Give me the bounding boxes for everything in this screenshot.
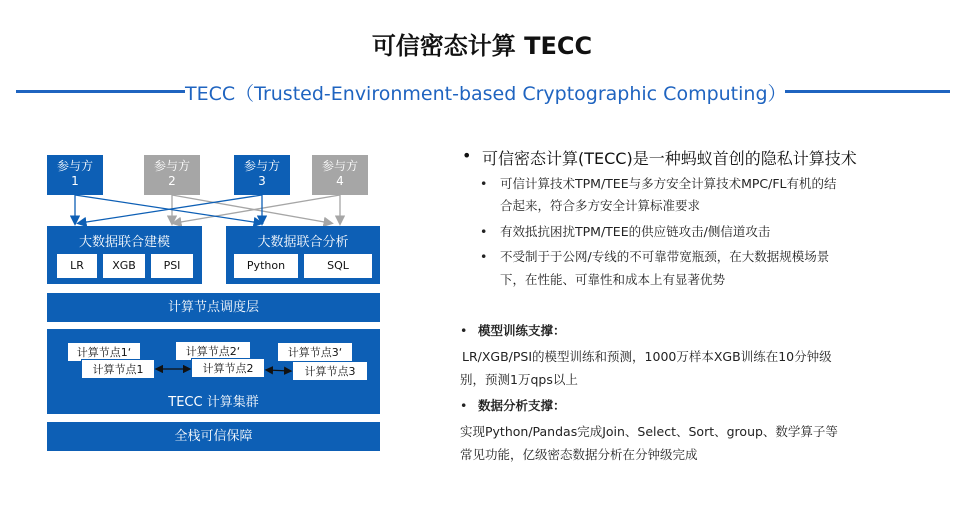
compute-node-2: 计算节点2 bbox=[191, 358, 265, 378]
joint-modeling-panel bbox=[47, 226, 202, 284]
party-3-label: 参与方 bbox=[243, 159, 280, 173]
sub-bullet-dot-3: • bbox=[480, 249, 488, 264]
joint-modeling-title: 大数据联合建模 bbox=[78, 235, 170, 250]
scheduling-layer: 计算节点调度层 bbox=[47, 293, 380, 322]
party-2-num: 2 bbox=[168, 174, 176, 188]
main-bullet-text: 可信密态计算(TECC)是一种蚂蚁首创的隐私计算技术 bbox=[482, 149, 857, 168]
analysis-line1: 实现Python/Pandas完成Join、Select、Sort、group、数学算子等 bbox=[460, 424, 838, 439]
page-title: 可信密态计算 TECC bbox=[371, 32, 593, 60]
compute-node-1-prime: 计算节点1‘ bbox=[67, 342, 141, 362]
party-4-num: 4 bbox=[336, 174, 344, 188]
party-4-label: 参与方 bbox=[321, 159, 358, 173]
compute-node-1: 计算节点1 bbox=[81, 359, 155, 379]
chip-sql: SQL bbox=[304, 254, 372, 278]
analysis-dot: • bbox=[460, 398, 468, 413]
training-dot: • bbox=[460, 323, 468, 338]
chip-lr: LR bbox=[57, 254, 97, 278]
title-rule-right bbox=[782, 90, 950, 93]
joint-analysis-panel bbox=[226, 226, 380, 284]
cluster-label: TECC 计算集群 bbox=[168, 395, 259, 410]
compute-node-3: 计算节点3 bbox=[292, 361, 368, 381]
sub-bullet-2-line1: 有效抵抗困扰TPM/TEE的供应链攻击/侧信道攻击 bbox=[500, 224, 771, 239]
trust-layer: 全栈可信保障 bbox=[47, 422, 380, 451]
arrow-p4-model bbox=[175, 195, 340, 223]
training-heading: 模型训练支撑： bbox=[478, 323, 566, 338]
compute-node-2-prime: 计算节点2‘ bbox=[175, 341, 251, 361]
training-line2: 别，预测1万qps以上 bbox=[460, 372, 578, 387]
sub-bullet-1-line1: 可信计算技术TPM/TEE与多方安全计算技术MPC/FL有机的结 bbox=[500, 176, 837, 191]
party-arrows bbox=[0, 0, 400, 240]
joint-analysis-title: 大数据联合分析 bbox=[257, 235, 349, 250]
sub-bullet-3-line2: 下，在性能、可靠性和成本上有显著优势 bbox=[500, 272, 726, 287]
party-2-label: 参与方 bbox=[153, 159, 190, 173]
chip-xgb: XGB bbox=[103, 254, 145, 278]
link-node2-node3 bbox=[267, 370, 290, 371]
party-3-num: 3 bbox=[258, 174, 266, 188]
compute-node-3-prime: 计算节点3‘ bbox=[277, 342, 353, 362]
main-bullet-dot: • bbox=[462, 146, 472, 165]
tecc-cluster-panel bbox=[47, 329, 380, 414]
party-1-label: 参与方 bbox=[56, 159, 93, 173]
sub-bullet-dot-1: • bbox=[480, 176, 488, 191]
training-line1: LR/XGB/PSI的模型训练和预测，1000万样本XGB训练在10分钟级 bbox=[462, 349, 832, 364]
party-1-num: 1 bbox=[71, 174, 79, 188]
sub-bullet-3-line1: 不受制于于公网/专线的不可靠带宽瓶颈，在大数据规模场景 bbox=[500, 249, 830, 264]
subtitle: TECC（Trusted-Environment-based Cryptographic Computing） bbox=[185, 79, 785, 106]
analysis-line2: 常见功能，亿级密态数据分析在分钟级完成 bbox=[460, 447, 698, 462]
analysis-heading: 数据分析支撑： bbox=[478, 398, 566, 413]
arrow-p2-analysis bbox=[172, 195, 330, 223]
sub-bullet-dot-2: • bbox=[480, 224, 488, 239]
sub-bullet-1-line2: 合起来，符合多方安全计算标准要求 bbox=[500, 198, 701, 213]
chip-python: Python bbox=[234, 254, 298, 278]
chip-psi: PSI bbox=[151, 254, 193, 278]
